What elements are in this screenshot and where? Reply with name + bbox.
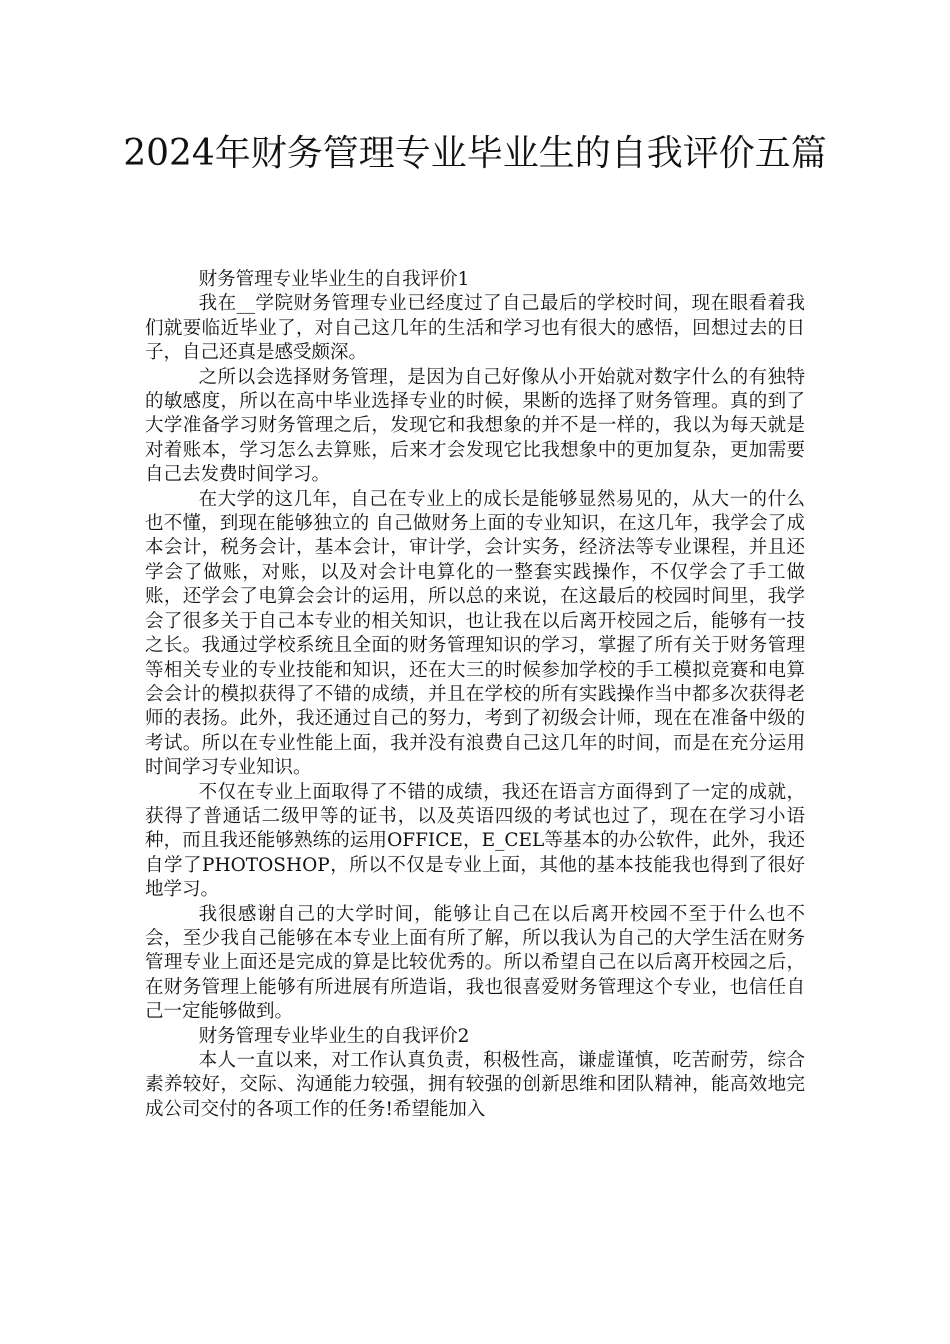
paragraph: 我很感谢自己的大学时间，能够让自己在以后离开校园不至于什么也不会，至少我自己能够在本专业上面有所了解，所以我认为自己的大学生活在财务管理专业上面还是完成的算是比较优秀的。所以希望自己在以后离开校园之后，在财务管理上能够有所进展有所造诣，我也很喜爱财务管理这个专业，也信任自己一定能够做到。 bbox=[145, 903, 805, 1023]
evaluation-section-2 bbox=[145, 1025, 805, 1123]
section-heading: 财务管理专业毕业生的自我评价1 bbox=[198, 269, 470, 290]
paragraph: 本人一直以来，对工作认真负责，积极性高，谦虚谨慎，吃苦耐劳，综合素养较好，交际、沟通能力较强，拥有较强的创新思维和团队精神，能高效地完成公司交付的各项工作的任务!希望能加入 bbox=[145, 1050, 805, 1120]
document-title: 2024年财务管理专业毕业生的自我评价五篇 bbox=[123, 133, 827, 174]
paragraph: 我在__学院财务管理专业已经度过了自己最后的学校时间，现在眼看着我们就要临近毕业了，对自己这几年的生活和学习也有很大的感悟，回想过去的日子，自己还真是感受颇深。 bbox=[145, 293, 805, 364]
paragraph: 之所以会选择财务管理，是因为自己好像从小开始就对数字什么的有独特的敏感度，所以在高中毕业选择专业的时候，果断的选择了财务管理。真的到了大学准备学习财务管理之后，发现它和我想象的并不是一样的，我以为每天就是对着账本，学习怎么去算账，后来才会发现它比我想象中的更加复杂，更加需要自己去发费时间学习。 bbox=[145, 366, 805, 486]
section-heading: 财务管理专业毕业生的自我评价2 bbox=[198, 1025, 470, 1047]
paragraph: 不仅在专业上面取得了不错的成绩，我还在语言方面得到了一定的成就，获得了普通话二级甲等的证书，以及英语四级的考试也过了，现在在学习小语种，而且我还能够熟练的运用OFFICE，E_CEL等基本的办公软件，此外，我还自学了PHOTOSHOP，所以不仅是专业上面，其他的基本技能我也得到了很好地学习。 bbox=[145, 781, 805, 901]
evaluation-section-1 bbox=[145, 268, 805, 1025]
document-body bbox=[145, 268, 805, 1122]
paragraph: 在大学的这几年，自己在专业上的成长是能够显然易见的，从大一的什么也不懂，到现在能够独立的 自己做财务上面的专业知识，在这几年，我学会了成本会计，税务会计，基本会计，审计学，会计实务，经济法等专业课程，并且还学会了做账，对账，以及对会计电算化的一整套实践操作，不仅学会了手工做账，还学会了电算会会计的运用，所以总的来说，在这最后的校园时间里，我学会了很多关于自己本专业的相关知识，也让我在以后离开校园之后，能够有一技之长。我通过学校系统且全面的财务管理知识的学习，掌握了所有关于财务管理等相关专业的专业技能和知识，还在大三的时候参加学校的手工模拟竞赛和电算会会计的模拟获得了不错的成绩，并且在学校的所有实践操作当中都多次获得老师的表扬。此外，我还通过自己的努力，考到了初级会计师，现在在准备中级的考试。所以在专业性能上面，我并没有浪费自己这几年的时间，而是在充分运用时间学习专业知识。 bbox=[145, 488, 805, 779]
